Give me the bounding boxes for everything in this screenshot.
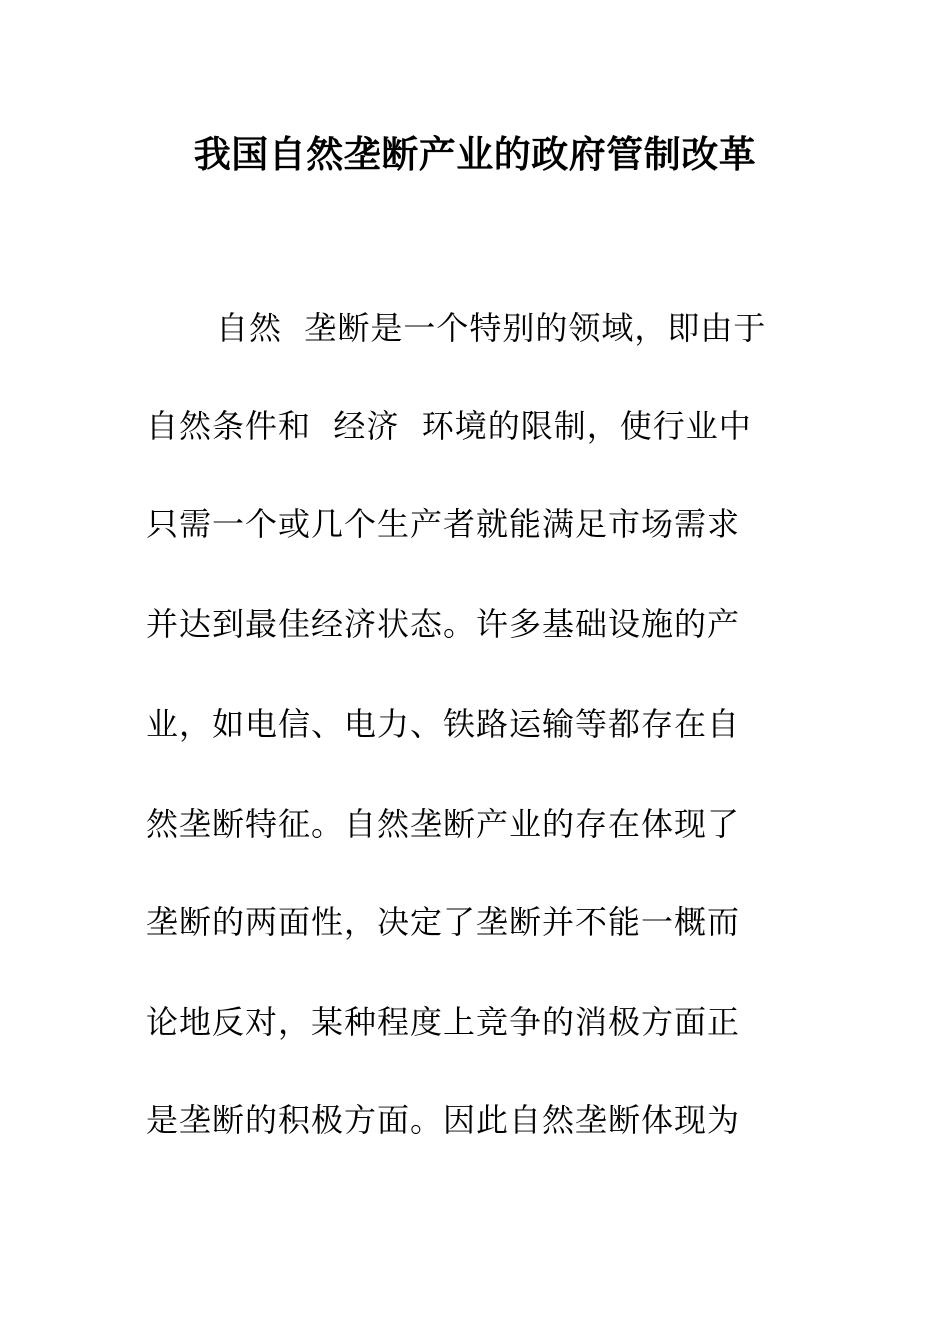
document-title: 我国自然垄断产业的政府管制改革: [193, 132, 757, 176]
paragraph-line-4: 并达到最佳经济状态。许多基础设施的产: [146, 605, 741, 643]
paragraph-line-2: 自然条件和 经济 环境的限制，使行业中: [146, 407, 752, 445]
paragraph-line-5: 业，如电信、电力、铁路运输等都存在自: [146, 705, 741, 743]
paragraph-line-3: 只需一个或几个生产者就能满足市场需求: [146, 505, 741, 543]
paragraph-line-7: 垄断的两面性，决定了垄断并不能一概而: [146, 903, 741, 941]
paragraph-line-6: 然垄断特征。自然垄断产业的存在体现了: [146, 805, 741, 843]
paragraph-line-8: 论地反对，某种程度上竞争的消极方面正: [146, 1003, 741, 1041]
paragraph-line-9: 是垄断的积极方面。因此自然垄断体现为: [146, 1101, 741, 1139]
paragraph-line-1: 自然 垄断是一个特别的领域，即由于: [216, 309, 767, 347]
